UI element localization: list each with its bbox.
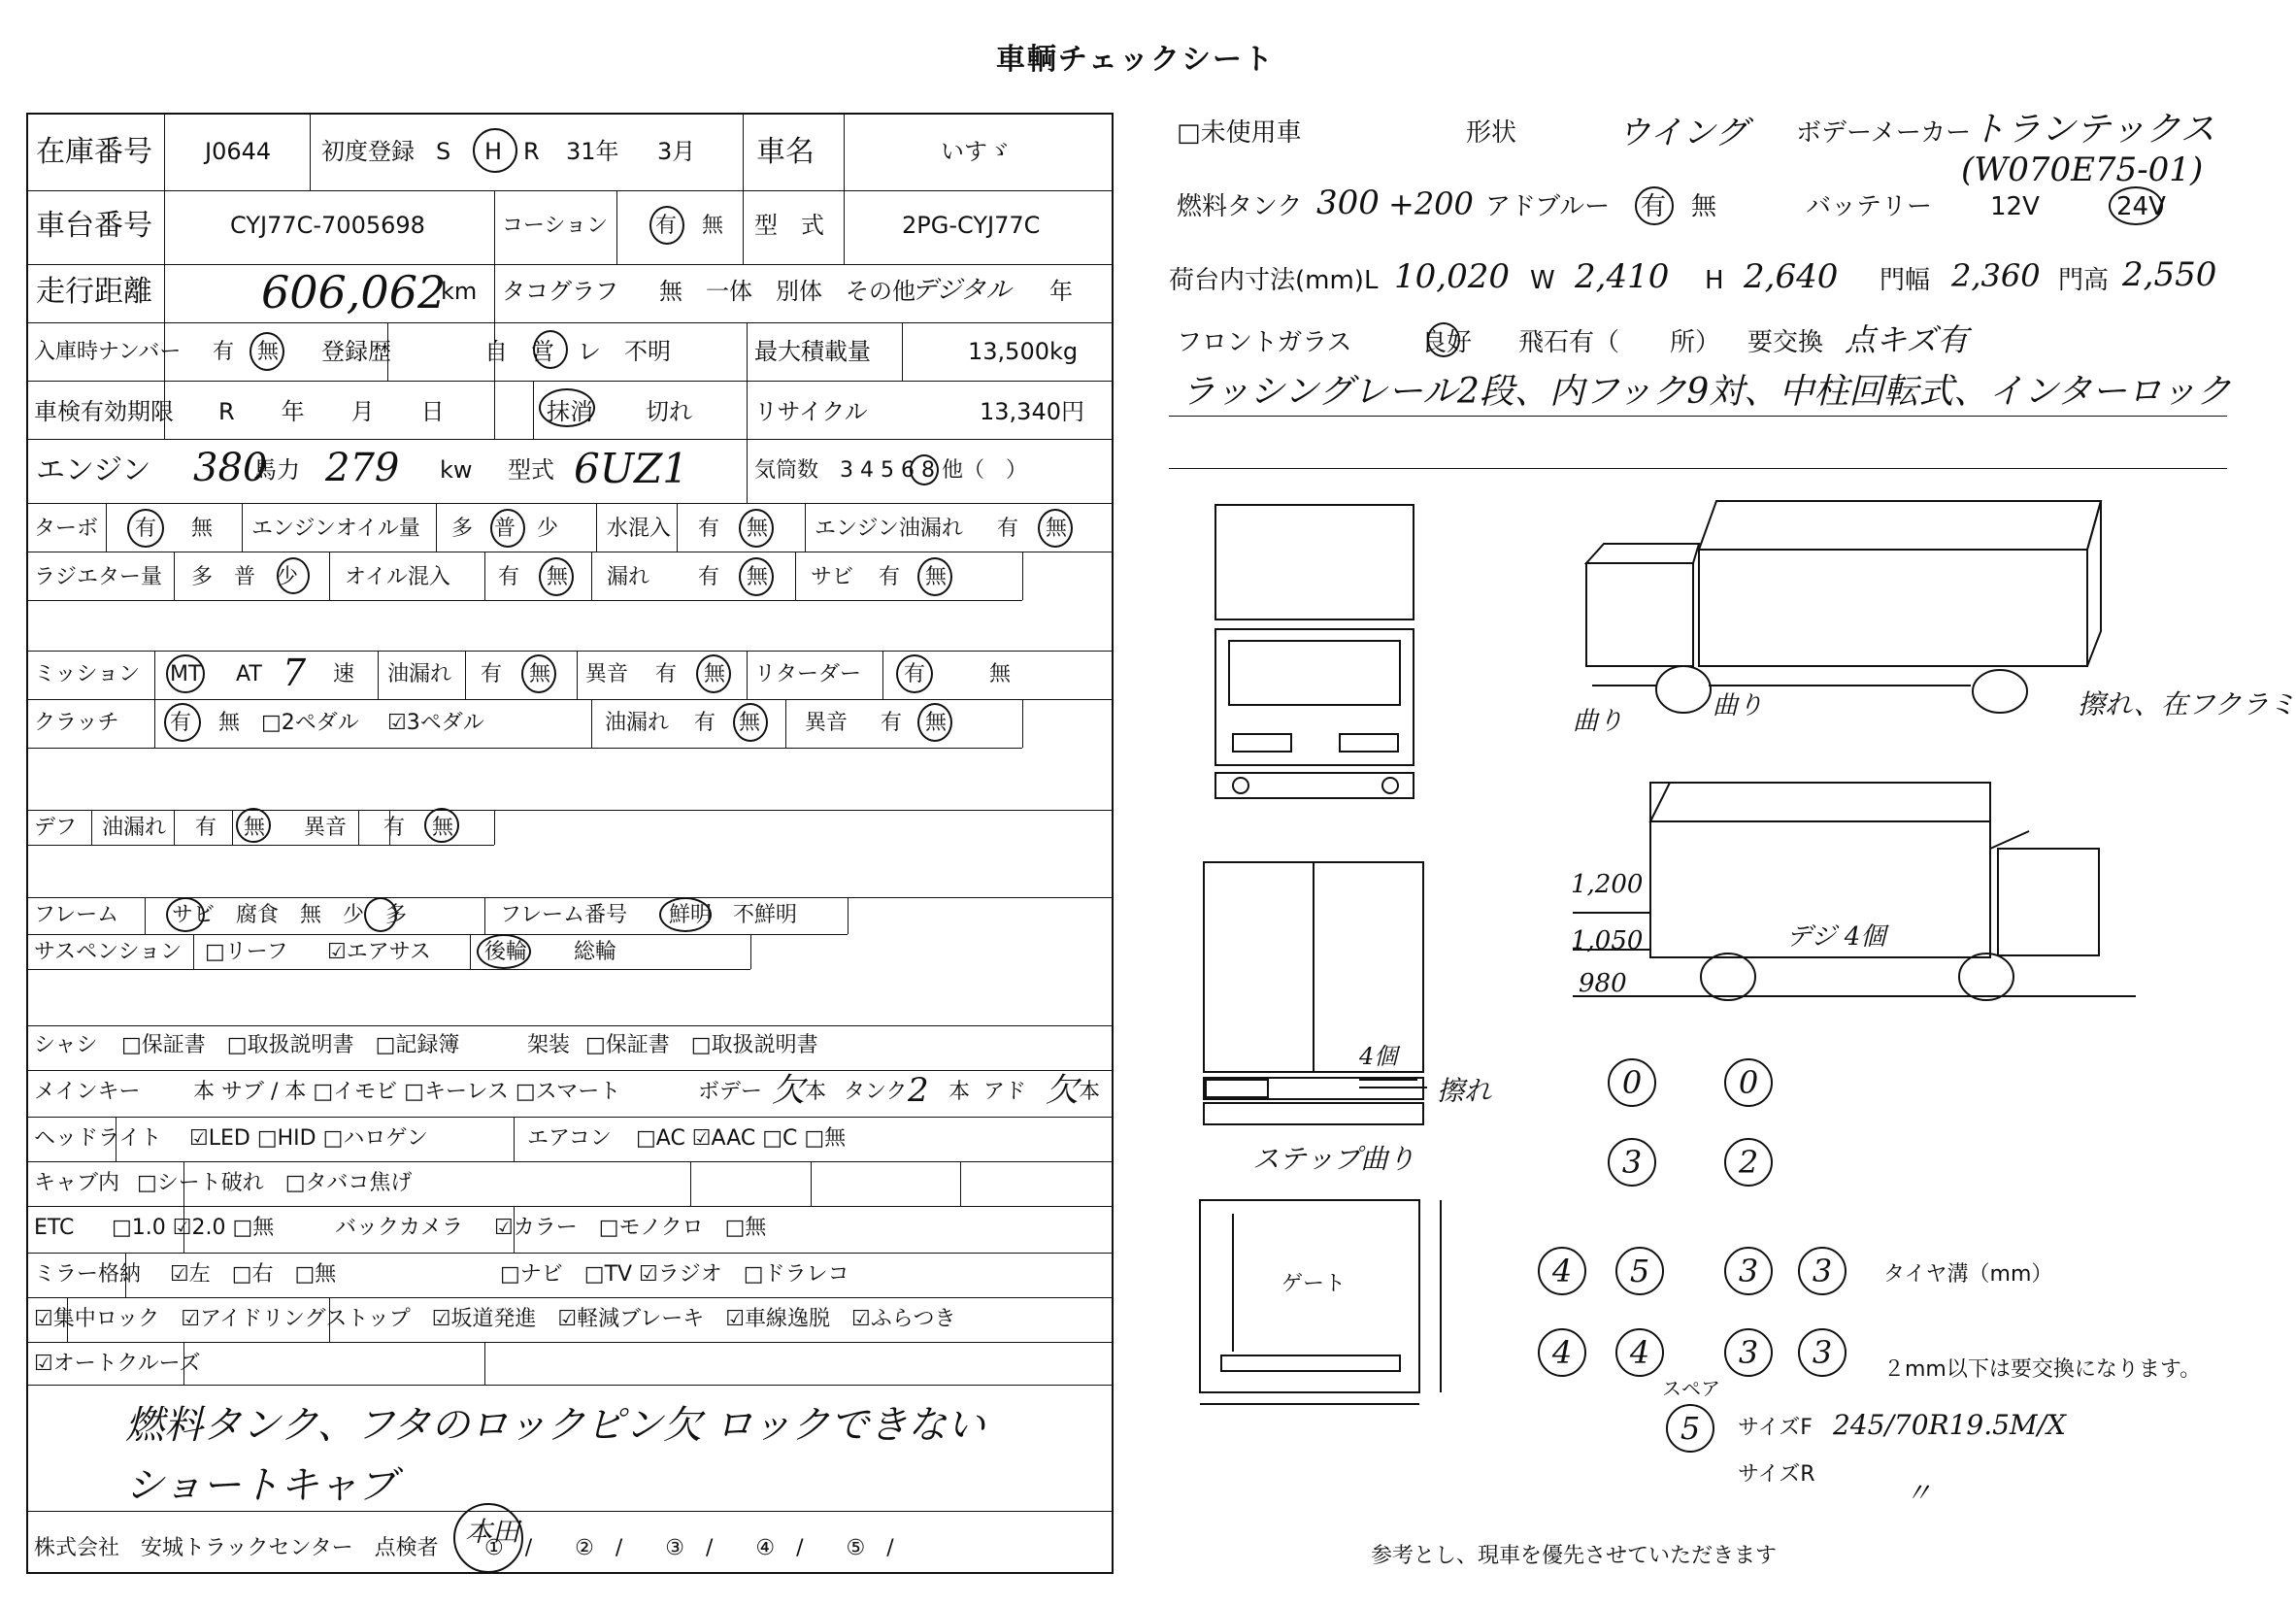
engine-kw: 279 <box>325 446 400 490</box>
tacho-hw: デジタル <box>912 276 1012 305</box>
door-width: 2,360 <box>1951 257 2041 294</box>
height-3: 980 <box>1579 969 1627 998</box>
rear-note-1: 4個 <box>1359 1043 1398 1070</box>
era-h: H <box>484 138 503 165</box>
body-code: (W070E75-01) <box>1961 151 2204 189</box>
recycle-label: リサイクル <box>754 398 868 425</box>
mileage: 606,062 <box>261 266 447 318</box>
tire-depth-label: タイヤ溝（mm） <box>1883 1262 2053 1287</box>
gate-label: ゲート <box>1281 1272 1347 1296</box>
tire-spare: 5 <box>1666 1404 1714 1453</box>
height-2: 1,050 <box>1571 926 1644 955</box>
footer-note: 参考とし、現車を優先させていただきます <box>1371 1544 1778 1568</box>
tire-fl: 0 <box>1608 1058 1656 1107</box>
name-label: 車名 <box>756 135 815 169</box>
fuel-main: 300 <box>1316 184 1380 222</box>
first-reg-label: 初度登録 <box>321 138 415 165</box>
engine-ps: 380 <box>193 446 268 490</box>
tire-size-front: 245/70R19.5M/X <box>1833 1409 2066 1441</box>
chassis-label: 車台番号 <box>36 209 152 243</box>
replace-threshold: ２mm以下は要交換になります。 <box>1883 1357 2202 1382</box>
vehicle-name: いすゞ <box>941 138 1011 165</box>
damage-note-2: 曲り <box>1713 691 1764 720</box>
reg-year: 31年 <box>566 138 619 165</box>
tire-2r: 2 <box>1724 1138 1773 1187</box>
plate-label: 入庫時ナンバー <box>34 340 182 364</box>
spare-label: スペア <box>1662 1377 1720 1400</box>
step-note: ステップ曲り <box>1252 1143 1415 1175</box>
model: 2PG-CYJ77C <box>902 212 1041 239</box>
engine-model: 6UZ1 <box>574 445 689 492</box>
tire-3d: 3 <box>1798 1247 1847 1295</box>
stock-no-label: 在庫番号 <box>36 135 152 169</box>
tire-3a: 4 <box>1538 1247 1586 1295</box>
coating-label: コーション <box>502 214 609 238</box>
rear-note-2: 擦れ <box>1437 1075 1492 1107</box>
deck-height: 2,640 <box>1744 257 1839 296</box>
chassis-no: CYJ77C-7005698 <box>230 212 425 239</box>
recycle: 13,340円 <box>980 398 1084 425</box>
tire-fr: 0 <box>1724 1058 1773 1107</box>
tire-4c: 3 <box>1724 1328 1773 1377</box>
page-title: 車輌チェックシート <box>995 43 1276 77</box>
tire-4a: 4 <box>1538 1328 1586 1377</box>
damage-note-1: 曲り <box>1573 707 1624 736</box>
maxload-label: 最大積載量 <box>754 338 871 365</box>
mileage-label: 走行距離 <box>36 275 152 309</box>
unused-checkbox: □未使用車 <box>1177 118 1302 148</box>
fuel-extra: +200 <box>1388 185 1474 222</box>
tire-4d: 3 <box>1798 1328 1847 1377</box>
history-label: 登録歴 <box>321 338 391 365</box>
tacho-label: タコグラフ <box>502 278 618 305</box>
shape-value: ウイング <box>1617 114 1748 152</box>
tire-3c: 3 <box>1724 1247 1773 1295</box>
tire-2l: 3 <box>1608 1138 1656 1187</box>
body-maker: トランテックス <box>1971 110 2215 150</box>
cylinder-opts: 3 4 5 6 8 他（ ） <box>840 458 1027 483</box>
reg-month: 3月 <box>657 138 696 165</box>
damage-note-3: 擦れ、在フクラミ <box>2078 688 2296 720</box>
door-height: 2,550 <box>2122 255 2217 294</box>
height-1: 1,200 <box>1571 870 1644 899</box>
stock-no: J0644 <box>205 138 272 165</box>
deck-length: 10,020 <box>1394 257 1510 296</box>
maxload: 13,500kg <box>968 338 1079 365</box>
replace-note: 点キズ有 <box>1845 321 1969 358</box>
model-label: 型 式 <box>754 212 824 239</box>
tire-size-rear: 〃 <box>1905 1477 1933 1509</box>
engine-label: エンジン <box>36 453 151 487</box>
deck-width: 2,410 <box>1575 257 1670 296</box>
tire-3b: 5 <box>1615 1247 1664 1295</box>
equipment-note: ラッシングレール2段、内フック9対、中柱回転式、インターロック <box>1181 372 2232 412</box>
handwritten-note-1: 燃料タンク、フタのロックピン欠 ロックできない <box>125 1403 985 1448</box>
inspect-label: 車検有効期限 <box>34 398 174 425</box>
inspection-form: 在庫番号 J0644 初度登録 S H R 31年 3月 車名 いすゞ 車台番号 CYJ77C-7005698 コーション 有 無 型 式 2PG-CYJ77C 走行距離 606,062 km タコグラフ 無 一体 別体 その他 デジタル 年 入庫時ナンバー 有 無 登録歴 自 営 レ 不明 最大積載量 13,500kg 車検有効期限 R 年 月 日 抹消 切れ リサイクル 13,340円 エンジン 380 馬力 279 kw 型式 6UZ1 気筒数 3 4 5 6 8 他（ ） ターボ 有 無 エンジンオイル量 多 普 少 水混入 有 無 エンジン油漏れ 有 無 ラジエター量 多 普 少 オイル混入 有 無 漏れ 有 無 サビ 有 無 ミッション MT AT 7 速 油漏れ 有 無 異音 有 無 リターダー 有 無 クラッチ 有 無 □2ペダル ☑3ペダル 油漏れ 有 無 異音 有 無 デフ 油漏れ 有 無 異音 有 無 フレーム サビ 腐食 無 少 多 フレーム番号 鮮明 不鮮明 サスペンション □リーフ ☑エアサス 後輪 総輪 シャシ □保証書 □取扱説明書 □記録簿 架装 □保証書 □取扱説明書 メインキー 本 サブ / 本 □イモビ □キーレス □スマート ボデー 欠 本 タンク 2 本 アド 欠 本 ヘッドライト ☑LED □HID □ハロゲン エアコン □AC ☑AAC □C □無 キャブ内 □シート破れ □タバコ焦げ ETC □1.0 ☑2.0 □無 バックカメラ ☑カラー □モノクロ □無 ミラー格納 ☑左 □右 □無 □ナビ □TV ☑ラジオ □ドラレコ ☑集中ロック ☑アイドリングストップ ☑坂道発進 ☑軽減ブレーキ ☑車線逸脱 ☑ふらつき ☑オートクルーズ 燃料タンク、フタのロックピン欠 ロックできない ショートキャブ 株式会社 安城トラックセンター 点検者 本田 ① / ② / ③ / ④ / ⑤ / <box>26 113 1114 1574</box>
tire-4b: 4 <box>1615 1328 1664 1377</box>
handwritten-note-2: ショートキャブ <box>125 1463 397 1508</box>
side-note: デジ 4個 <box>1786 922 1886 952</box>
